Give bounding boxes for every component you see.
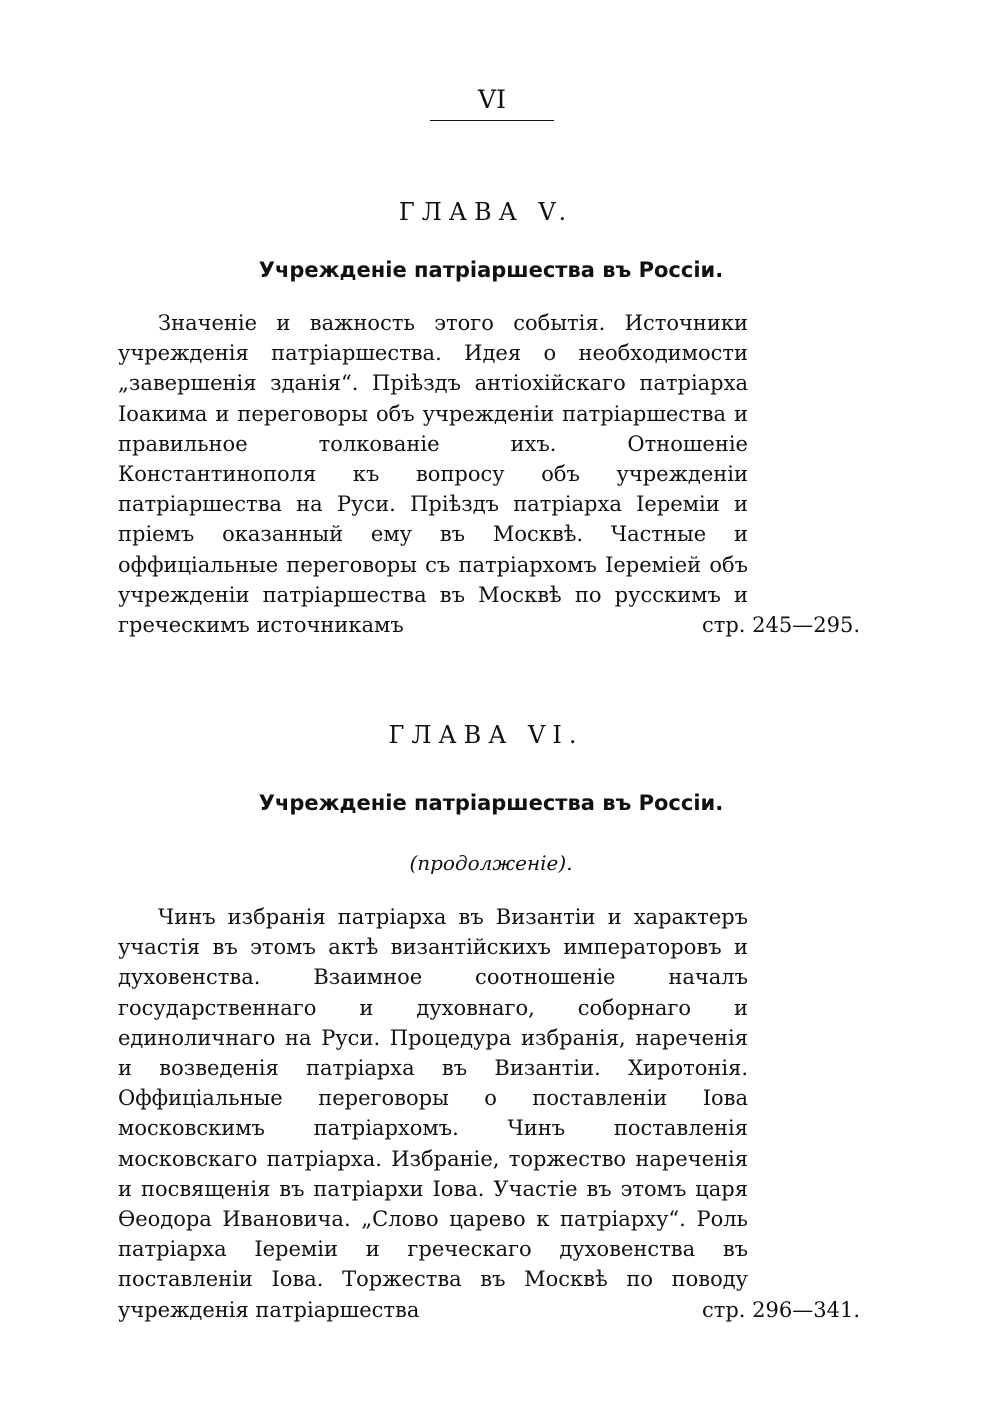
chapter-5-summary (118, 308, 860, 640)
chapter-5-title: ГЛАВА V. (398, 198, 574, 226)
chapter-6-heading: Учрежденіе патріаршества въ Россіи. (258, 791, 724, 815)
chapter-5-heading: Учрежденіе патріаршества въ Россіи. (258, 258, 724, 282)
chapter-5-summary-text: Значеніе и важность этого событія. Источники учрежденія патріаршества. Идея о необходимости „завершенія зданія“. Пріѣздъ антіохійскаго патріарха Іоакима и переговоры объ учрежденіи патріаршества и правильное толкованіе ихъ. Отношеніе Константинополя къ вопросу объ учрежденіи патріаршества на Руси. Пріѣздъ патріарха Іереміи и пріемъ оказанный ему въ Москвѣ. Частные и оффиціальные переговоры съ патріархомъ Іереміей объ учрежденіи патріаршества въ Москвѣ по русскимъ и греческимъ источникамъ (118, 311, 748, 638)
chapter-6-summary (118, 902, 860, 1325)
chapter-6-page-range: стр. 296—341. (701, 1297, 860, 1322)
page-number: VI (478, 85, 506, 114)
chapter-6-subtitle: (продолженіе). (409, 851, 573, 875)
chapter-5-page-range: стр. 245—295. (701, 613, 860, 638)
chapter-6-title: ГЛАВА VI. (388, 721, 584, 749)
chapter-6-summary-text: Чинъ избранія патріарха въ Византіи и характеръ участія въ этомъ актѣ византійскихъ императоровъ и духовенства. Взаимное соотношеніе началъ государственнаго и духовнаго, соборнаго и единоличнаго на Руси. Процедура избранія, нареченія и возведенія патріарха въ Византіи. Хиротонія. Оффиціальные переговоры о поставленіи Іова московскимъ патріархомъ. Чинъ поставленія московскаго патріарха. Избраніе, торжество нареченія и посвященія въ патріархи Іова. Участіе въ этомъ царя Ѳеодора Ивановича. „Слово царево к патріарху“. Роль патріарха Іереміи и греческаго духовенства въ поставленіи Іова. Торжества въ Москвѣ по поводу учрежденія патріаршества (118, 905, 748, 1322)
page-number-rule (430, 120, 554, 121)
